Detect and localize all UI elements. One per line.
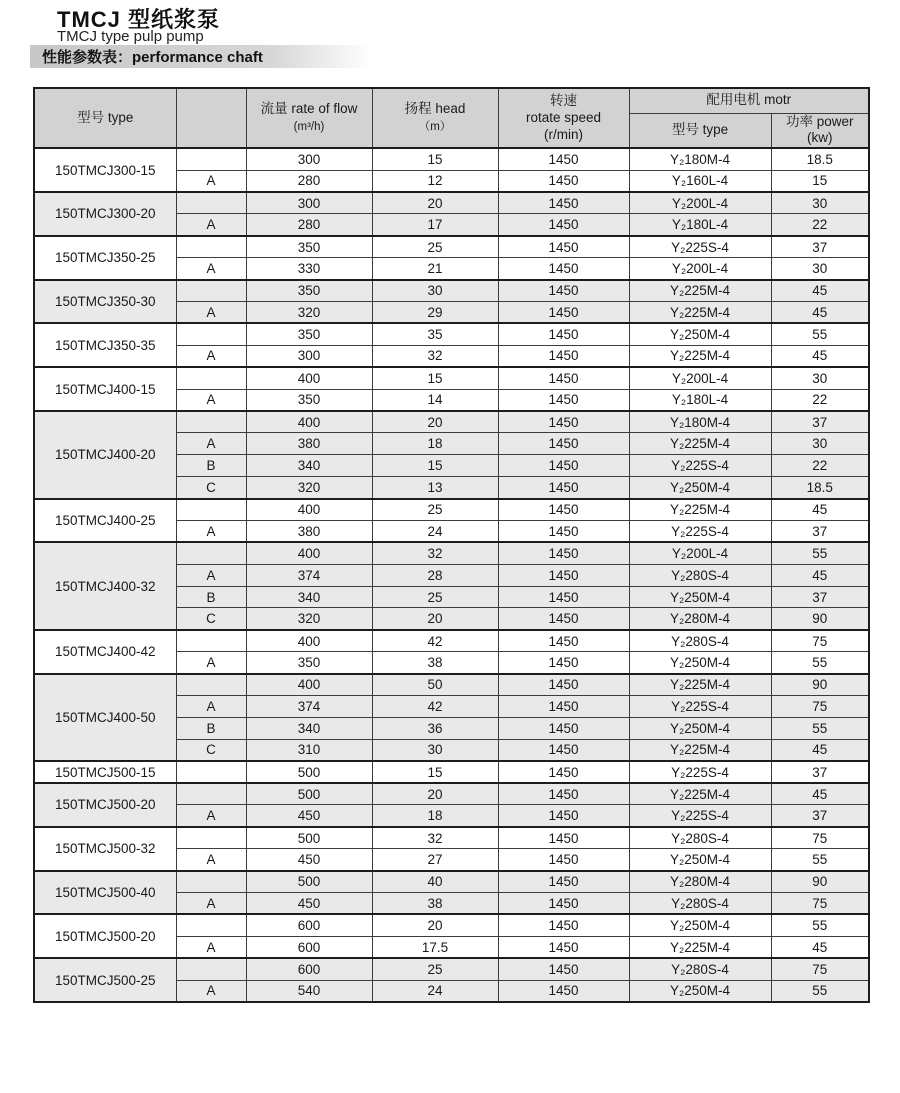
head-cell: 28 — [372, 564, 498, 586]
variant-cell: C — [176, 477, 246, 499]
power-cell: 37 — [771, 411, 869, 433]
speed-cell: 1450 — [498, 280, 629, 302]
power-cell: 45 — [771, 499, 869, 521]
variant-cell — [176, 761, 246, 783]
header-motor-model: 型号 type — [629, 113, 771, 148]
speed-cell: 1450 — [498, 301, 629, 323]
power-cell: 45 — [771, 345, 869, 367]
flow-cell: 380 — [246, 433, 372, 455]
table-row — [34, 630, 869, 652]
speed-cell: 1450 — [498, 586, 629, 608]
head-cell: 20 — [372, 608, 498, 630]
header-flow-unit: (m³/h) — [293, 121, 325, 134]
power-cell: 37 — [771, 761, 869, 783]
pump-model-cell: 150TMCJ400-20 — [34, 411, 176, 499]
head-cell: 17 — [372, 214, 498, 236]
speed-cell: 1450 — [498, 455, 629, 477]
power-cell: 75 — [771, 958, 869, 980]
flow-cell: 340 — [246, 455, 372, 477]
header-motor-group: 配用电机 motr — [629, 88, 869, 113]
variant-cell — [176, 499, 246, 521]
motor-cell: Y₂250M-4 — [629, 652, 771, 674]
motor-cell: Y₂250M-4 — [629, 477, 771, 499]
variant-cell — [176, 323, 246, 345]
power-cell: 18.5 — [771, 148, 869, 170]
power-cell: 90 — [771, 608, 869, 630]
flow-cell: 400 — [246, 411, 372, 433]
table-row — [34, 761, 869, 783]
flow-cell: 374 — [246, 564, 372, 586]
table-row — [34, 280, 869, 302]
head-cell: 25 — [372, 236, 498, 258]
motor-cell: Y₂225M-4 — [629, 433, 771, 455]
flow-cell: 320 — [246, 301, 372, 323]
power-cell: 75 — [771, 696, 869, 718]
speed-cell: 1450 — [498, 236, 629, 258]
header-motor-power: 功率 power (kw) — [771, 113, 869, 148]
power-cell: 55 — [771, 849, 869, 871]
motor-cell: Y₂180M-4 — [629, 411, 771, 433]
head-cell: 24 — [372, 520, 498, 542]
section-header-label: 性能参数表：performance chaft — [42, 49, 263, 66]
flow-cell: 450 — [246, 805, 372, 827]
flow-cell: 374 — [246, 696, 372, 718]
motor-cell: Y₂280S-4 — [629, 630, 771, 652]
speed-cell: 1450 — [498, 148, 629, 170]
power-cell: 90 — [771, 871, 869, 893]
flow-cell: 400 — [246, 674, 372, 696]
flow-cell: 350 — [246, 280, 372, 302]
power-cell: 90 — [771, 674, 869, 696]
speed-cell: 1450 — [498, 170, 629, 192]
motor-cell: Y₂225S-4 — [629, 696, 771, 718]
speed-cell: 1450 — [498, 958, 629, 980]
head-cell: 15 — [372, 761, 498, 783]
head-cell: 24 — [372, 980, 498, 1002]
variant-cell — [176, 148, 246, 170]
flow-cell: 300 — [246, 345, 372, 367]
speed-cell: 1450 — [498, 739, 629, 761]
speed-cell: 1450 — [498, 477, 629, 499]
speed-cell: 1450 — [498, 411, 629, 433]
header-speed — [498, 88, 629, 148]
head-cell: 15 — [372, 148, 498, 170]
head-cell: 30 — [372, 739, 498, 761]
motor-cell: Y₂225M-4 — [629, 674, 771, 696]
speed-cell: 1450 — [498, 871, 629, 893]
motor-cell: Y₂250M-4 — [629, 980, 771, 1002]
speed-cell: 1450 — [498, 696, 629, 718]
head-cell: 36 — [372, 717, 498, 739]
flow-cell: 600 — [246, 936, 372, 958]
variant-cell: C — [176, 739, 246, 761]
variant-cell: A — [176, 980, 246, 1002]
motor-cell: Y₂225S-4 — [629, 455, 771, 477]
power-cell: 30 — [771, 258, 869, 280]
power-cell: 22 — [771, 389, 869, 411]
motor-cell: Y₂225M-4 — [629, 301, 771, 323]
variant-cell: A — [176, 258, 246, 280]
power-cell: 45 — [771, 739, 869, 761]
speed-cell: 1450 — [498, 674, 629, 696]
header-speed-label-zh: 转速 — [550, 92, 577, 108]
section-header-bar — [30, 45, 372, 68]
speed-cell: 1450 — [498, 652, 629, 674]
performance-table — [33, 87, 870, 1003]
speed-cell: 1450 — [498, 323, 629, 345]
speed-cell: 1450 — [498, 805, 629, 827]
motor-cell: Y₂250M-4 — [629, 323, 771, 345]
head-cell: 29 — [372, 301, 498, 323]
table-row — [34, 871, 869, 893]
variant-cell — [176, 280, 246, 302]
table-row — [34, 236, 869, 258]
head-cell: 32 — [372, 542, 498, 564]
head-cell: 20 — [372, 411, 498, 433]
pump-model-cell: 150TMCJ350-25 — [34, 236, 176, 280]
table-row — [34, 783, 869, 805]
flow-cell: 300 — [246, 148, 372, 170]
flow-cell: 400 — [246, 630, 372, 652]
flow-cell: 500 — [246, 783, 372, 805]
header-head-unit: （m） — [418, 121, 452, 134]
variant-cell: A — [176, 696, 246, 718]
motor-cell: Y₂200L-4 — [629, 258, 771, 280]
motor-cell: Y₂280M-4 — [629, 608, 771, 630]
power-cell: 55 — [771, 542, 869, 564]
motor-cell: Y₂225M-4 — [629, 783, 771, 805]
table-row — [34, 674, 869, 696]
motor-cell: Y₂180M-4 — [629, 148, 771, 170]
header-speed-label-en: rotate speed — [525, 109, 602, 125]
power-cell: 55 — [771, 914, 869, 936]
speed-cell: 1450 — [498, 914, 629, 936]
header-head — [372, 88, 498, 148]
head-cell: 42 — [372, 696, 498, 718]
power-cell: 45 — [771, 783, 869, 805]
pump-model-cell: 150TMCJ500-25 — [34, 958, 176, 1002]
head-cell: 32 — [372, 345, 498, 367]
header-head-label: 扬程 head — [404, 101, 466, 117]
variant-cell: B — [176, 586, 246, 608]
head-cell: 15 — [372, 367, 498, 389]
speed-cell: 1450 — [498, 258, 629, 280]
flow-cell: 600 — [246, 958, 372, 980]
power-cell: 45 — [771, 564, 869, 586]
flow-cell: 450 — [246, 893, 372, 915]
variant-cell — [176, 674, 246, 696]
variant-cell: C — [176, 608, 246, 630]
power-cell: 22 — [771, 214, 869, 236]
head-cell: 15 — [372, 455, 498, 477]
speed-cell: 1450 — [498, 433, 629, 455]
variant-cell — [176, 542, 246, 564]
pump-model-cell: 150TMCJ350-30 — [34, 280, 176, 324]
table-row — [34, 323, 869, 345]
motor-cell: Y₂250M-4 — [629, 717, 771, 739]
flow-cell: 320 — [246, 608, 372, 630]
motor-cell: Y₂280S-4 — [629, 893, 771, 915]
motor-cell: Y₂225S-4 — [629, 520, 771, 542]
variant-cell — [176, 871, 246, 893]
power-cell: 45 — [771, 280, 869, 302]
flow-cell: 340 — [246, 717, 372, 739]
table-body — [34, 148, 869, 1002]
variant-cell: A — [176, 345, 246, 367]
speed-cell: 1450 — [498, 564, 629, 586]
table-row — [34, 958, 869, 980]
variant-cell: A — [176, 170, 246, 192]
header-model: 型号 type — [34, 88, 176, 148]
power-cell: 37 — [771, 805, 869, 827]
speed-cell: 1450 — [498, 893, 629, 915]
motor-cell: Y₂225S-4 — [629, 761, 771, 783]
pump-model-cell: 150TMCJ500-15 — [34, 761, 176, 783]
head-cell: 20 — [372, 783, 498, 805]
head-cell: 25 — [372, 586, 498, 608]
power-cell: 30 — [771, 367, 869, 389]
motor-cell: Y₂160L-4 — [629, 170, 771, 192]
variant-cell: A — [176, 301, 246, 323]
flow-cell: 500 — [246, 827, 372, 849]
speed-cell: 1450 — [498, 827, 629, 849]
pump-model-cell: 150TMCJ300-15 — [34, 148, 176, 192]
variant-cell: A — [176, 893, 246, 915]
flow-cell: 600 — [246, 914, 372, 936]
flow-cell: 500 — [246, 761, 372, 783]
header-flow — [246, 88, 372, 148]
speed-cell: 1450 — [498, 542, 629, 564]
power-cell: 75 — [771, 827, 869, 849]
speed-cell: 1450 — [498, 520, 629, 542]
flow-cell: 540 — [246, 980, 372, 1002]
motor-cell: Y₂280M-4 — [629, 871, 771, 893]
head-cell: 17.5 — [372, 936, 498, 958]
pump-model-cell: 150TMCJ400-42 — [34, 630, 176, 674]
head-cell: 35 — [372, 323, 498, 345]
pump-model-cell: 150TMCJ500-20 — [34, 783, 176, 827]
variant-cell: A — [176, 389, 246, 411]
head-cell: 18 — [372, 805, 498, 827]
table-row — [34, 192, 869, 214]
motor-cell: Y₂225S-4 — [629, 805, 771, 827]
power-cell: 37 — [771, 520, 869, 542]
speed-cell: 1450 — [498, 608, 629, 630]
variant-cell: A — [176, 805, 246, 827]
power-cell: 45 — [771, 301, 869, 323]
flow-cell: 340 — [246, 586, 372, 608]
power-cell: 30 — [771, 433, 869, 455]
power-cell: 30 — [771, 192, 869, 214]
power-cell: 22 — [771, 455, 869, 477]
flow-cell: 350 — [246, 323, 372, 345]
motor-cell: Y₂225M-4 — [629, 345, 771, 367]
flow-cell: 350 — [246, 652, 372, 674]
variant-cell — [176, 236, 246, 258]
head-cell: 18 — [372, 433, 498, 455]
head-cell: 20 — [372, 192, 498, 214]
speed-cell: 1450 — [498, 936, 629, 958]
table-row — [34, 499, 869, 521]
variant-cell — [176, 958, 246, 980]
variant-cell: A — [176, 520, 246, 542]
variant-cell: A — [176, 652, 246, 674]
speed-cell: 1450 — [498, 761, 629, 783]
flow-cell: 350 — [246, 236, 372, 258]
variant-cell — [176, 630, 246, 652]
table-row — [34, 411, 869, 433]
speed-cell: 1450 — [498, 389, 629, 411]
variant-cell: A — [176, 214, 246, 236]
power-cell: 55 — [771, 652, 869, 674]
flow-cell: 310 — [246, 739, 372, 761]
speed-cell: 1450 — [498, 345, 629, 367]
variant-cell: A — [176, 433, 246, 455]
head-cell: 14 — [372, 389, 498, 411]
flow-cell: 280 — [246, 214, 372, 236]
speed-cell: 1450 — [498, 849, 629, 871]
power-cell: 55 — [771, 323, 869, 345]
motor-cell: Y₂280S-4 — [629, 827, 771, 849]
variant-cell: A — [176, 849, 246, 871]
header-flow-label: 流量 rate of flow — [260, 101, 358, 117]
flow-cell: 400 — [246, 499, 372, 521]
speed-cell: 1450 — [498, 192, 629, 214]
motor-cell: Y₂225S-4 — [629, 236, 771, 258]
head-cell: 25 — [372, 958, 498, 980]
header-speed-unit: (r/min) — [544, 126, 583, 142]
header-variant — [176, 88, 246, 148]
speed-cell: 1450 — [498, 980, 629, 1002]
variant-cell — [176, 827, 246, 849]
power-cell: 55 — [771, 980, 869, 1002]
power-cell: 18.5 — [771, 477, 869, 499]
flow-cell: 400 — [246, 367, 372, 389]
flow-cell: 380 — [246, 520, 372, 542]
flow-cell: 300 — [246, 192, 372, 214]
variant-cell: B — [176, 455, 246, 477]
pump-model-cell: 150TMCJ400-25 — [34, 499, 176, 543]
pump-model-cell: 150TMCJ300-20 — [34, 192, 176, 236]
speed-cell: 1450 — [498, 630, 629, 652]
pump-model-cell: 150TMCJ500-20 — [34, 914, 176, 958]
flow-cell: 400 — [246, 542, 372, 564]
speed-cell: 1450 — [498, 214, 629, 236]
page-subtitle: TMCJ type pulp pump — [57, 28, 204, 45]
motor-cell: Y₂200L-4 — [629, 192, 771, 214]
head-cell: 21 — [372, 258, 498, 280]
table-header — [34, 88, 869, 148]
motor-cell: Y₂225M-4 — [629, 936, 771, 958]
power-cell: 45 — [771, 936, 869, 958]
head-cell: 42 — [372, 630, 498, 652]
power-cell: 37 — [771, 236, 869, 258]
flow-cell: 500 — [246, 871, 372, 893]
variant-cell — [176, 367, 246, 389]
head-cell: 25 — [372, 499, 498, 521]
head-cell: 12 — [372, 170, 498, 192]
motor-cell: Y₂280S-4 — [629, 958, 771, 980]
motor-cell: Y₂250M-4 — [629, 914, 771, 936]
variant-cell — [176, 192, 246, 214]
head-cell: 40 — [372, 871, 498, 893]
motor-cell: Y₂225M-4 — [629, 280, 771, 302]
pump-model-cell: 150TMCJ350-35 — [34, 323, 176, 367]
power-cell: 75 — [771, 630, 869, 652]
head-cell: 38 — [372, 893, 498, 915]
variant-cell: A — [176, 936, 246, 958]
motor-cell: Y₂250M-4 — [629, 586, 771, 608]
motor-cell: Y₂180L-4 — [629, 389, 771, 411]
flow-cell: 350 — [246, 389, 372, 411]
variant-cell — [176, 411, 246, 433]
pump-model-cell: 150TMCJ500-32 — [34, 827, 176, 871]
pump-model-cell: 150TMCJ400-32 — [34, 542, 176, 630]
motor-cell: Y₂200L-4 — [629, 367, 771, 389]
variant-cell — [176, 914, 246, 936]
flow-cell: 330 — [246, 258, 372, 280]
speed-cell: 1450 — [498, 783, 629, 805]
table-row — [34, 148, 869, 170]
flow-cell: 280 — [246, 170, 372, 192]
pump-model-cell: 150TMCJ400-15 — [34, 367, 176, 411]
flow-cell: 320 — [246, 477, 372, 499]
speed-cell: 1450 — [498, 717, 629, 739]
head-cell: 27 — [372, 849, 498, 871]
pump-model-cell: 150TMCJ400-50 — [34, 674, 176, 762]
head-cell: 38 — [372, 652, 498, 674]
power-cell: 37 — [771, 586, 869, 608]
power-cell: 75 — [771, 893, 869, 915]
head-cell: 50 — [372, 674, 498, 696]
table-row — [34, 827, 869, 849]
flow-cell: 450 — [246, 849, 372, 871]
speed-cell: 1450 — [498, 499, 629, 521]
motor-cell: Y₂250M-4 — [629, 849, 771, 871]
speed-cell: 1450 — [498, 367, 629, 389]
head-cell: 32 — [372, 827, 498, 849]
power-cell: 15 — [771, 170, 869, 192]
table-row — [34, 542, 869, 564]
head-cell: 20 — [372, 914, 498, 936]
head-cell: 13 — [372, 477, 498, 499]
motor-cell: Y₂225M-4 — [629, 499, 771, 521]
variant-cell: B — [176, 717, 246, 739]
table-row — [34, 367, 869, 389]
head-cell: 30 — [372, 280, 498, 302]
variant-cell — [176, 783, 246, 805]
motor-cell: Y₂225M-4 — [629, 739, 771, 761]
power-cell: 55 — [771, 717, 869, 739]
page-title: TMCJ 型纸浆泵 — [57, 7, 221, 32]
variant-cell: A — [176, 564, 246, 586]
table-row — [34, 914, 869, 936]
motor-cell: Y₂180L-4 — [629, 214, 771, 236]
motor-cell: Y₂200L-4 — [629, 542, 771, 564]
pump-model-cell: 150TMCJ500-40 — [34, 871, 176, 915]
motor-cell: Y₂280S-4 — [629, 564, 771, 586]
